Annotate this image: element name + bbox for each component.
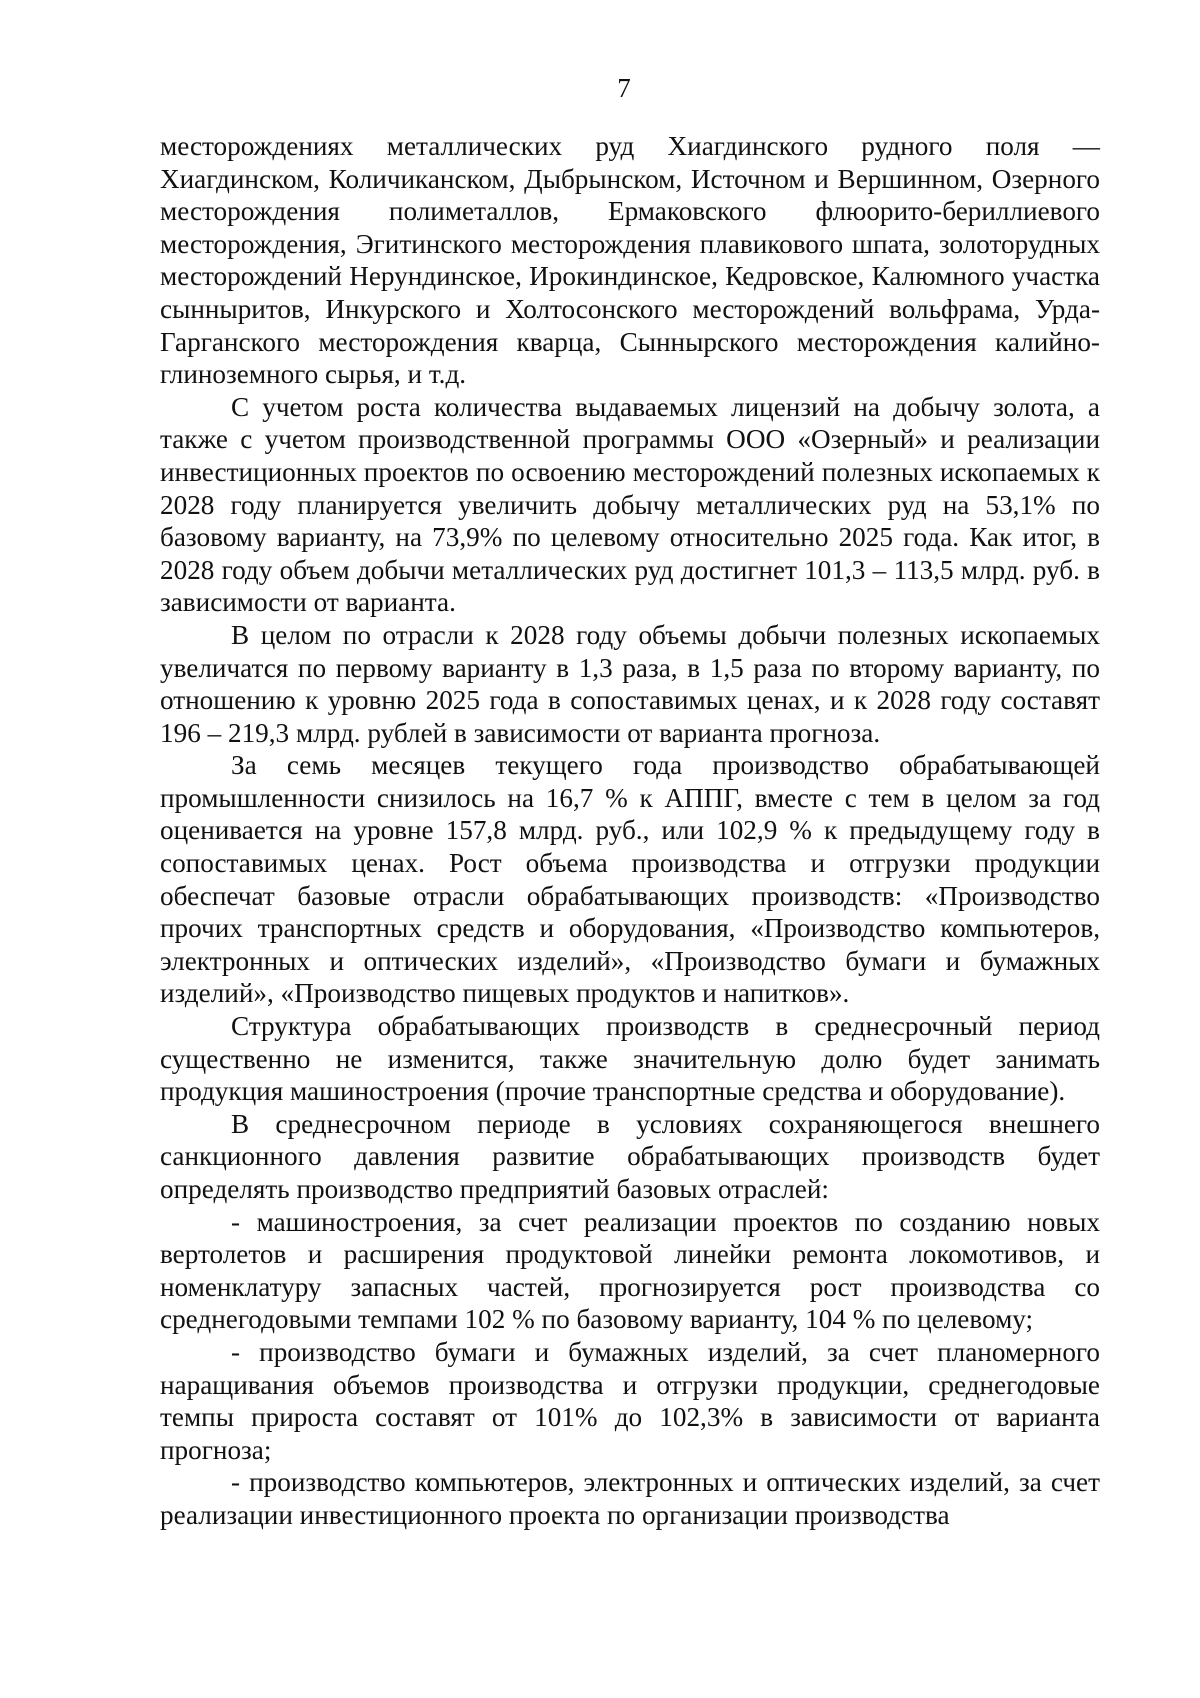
list-item-machine-building: - машиностроения, за счет реализации проектов по созданию новых вертолетов и расширения продуктовой линейки ремонта локомотивов, и номенклатуру запасных частей, прогнозируется рост производства со среднегодовыми темпами 102 % по базовому варианту, 104 % по целевому; [160,1206,1100,1335]
page-number: 7 [617,73,631,103]
paragraph-gold-licenses: С учетом роста количества выдаваемых лицензий на добычу золота, а также с учетом производственной программы ООО «Озерный» и реализации инвестиционных проектов по освоению месторождений полезных ископаемых к 2028 году планируется увеличить добычу металлических руд на 53,1% по базовому варианту, на 73,9% по целевому относительно 2025 года. Как итог, в 2028 году объем добычи металлических руд достигнет 101,3 – 113,5 млрд. руб. в зависимости от варианта. [160,391,1100,618]
list-item-computers-electronics: - производство компьютеров, электронных и оптических изделий, за счет реализации инвестиционного проекта по организации производства [160,1467,1100,1530]
paragraph-manufacturing-seven-months: За семь месяцев текущего года производство обрабатывающей промышленности снизилось на 16,7 % к АППГ, вместе с тем в целом за год оценивается на уровне 157,8 млрд. руб., или 102,9 % к предыдущему году в сопоставимых ценах. Рост объема производства и отгрузки продукции обеспечат базовые отрасли обрабатывающих производств: «Производство прочих транспортных средств и оборудования, «Производство компьютеров, электронных и оптических изделий», «Производство бумаги и бумажных изделий», «Производство пищевых продуктов и напитков». [160,750,1100,1009]
paragraph-manufacturing-structure: Структура обрабатывающих производств в среднесрочный период существенно не изменится, также значительную долю будет занимать продукция машиностроения (прочие транспортные средства и оборудование). [160,1011,1100,1107]
paragraph-deposits-list: месторождениях металлических руд Хиагдинского рудного поля — Хиагдинском, Количиканском, Дыбрынском, Источном и Вершинном, Озерного месторождения полиметаллов, Ермаковского флюорито-бериллиевого месторождения, Эгитинского месторождения плавикового шпата, золоторудных месторождений Нерундинское, Ирокиндинское, Кедровское, Калюмного участка сынныритов, Инкурского и Холтосонского месторождений вольфрама, Урда-Гарганского месторождения кварца, Сыннырского месторождения калийно-глиноземного сырья, и т.д. [160,131,1100,390]
list-item-paper-production: - производство бумаги и бумажных изделий, за счет планомерного наращивания объемов производства и отгрузки продукции, среднегодовые темпы прироста составят от 101% до 102,3% в зависимости от варианта прогноза; [160,1336,1100,1465]
document-body [160,130,1100,1532]
paragraph-medium-term: В среднесрочном периоде в условиях сохраняющегося внешнего санкционного давления развитие обрабатывающих производств будет определять производство предприятий базовых отраслей: [160,1108,1100,1204]
paragraph-industry-total: В целом по отрасли к 2028 году объемы добычи полезных ископаемых увеличатся по первому варианту в 1,3 раза, в 1,5 раза по второму варианту, по отношению к уровню 2025 года в сопоставимых ценах, и к 2028 году составят 196 – 219,3 млрд. рублей в зависимости от варианта прогноза. [160,619,1100,748]
